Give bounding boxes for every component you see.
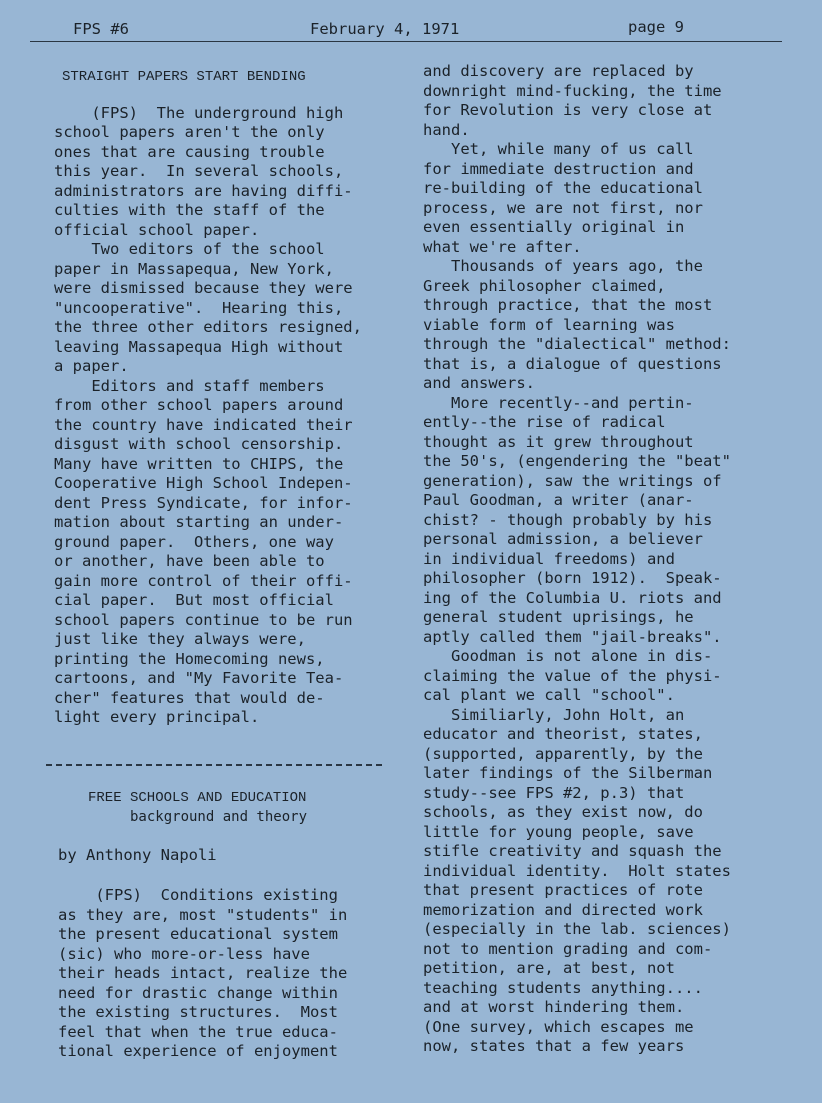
text-line: culties with the staff of the: [54, 201, 325, 219]
text-line: individual identity. Holt states: [423, 861, 731, 880]
text-line: thought as it grew throughout: [423, 432, 694, 451]
article-body: [58, 886, 394, 1062]
text-line: ones that are causing trouble: [54, 142, 325, 161]
text-line: later findings of the Silberman: [423, 764, 713, 782]
text-line: light every principal.: [54, 708, 260, 726]
text-line: cher" features that would de-: [54, 688, 325, 707]
text-line: in individual freedoms) and: [423, 549, 675, 568]
text-line: even essentially original in: [423, 218, 685, 236]
text-line: Thousands of years ago, the: [423, 257, 703, 275]
text-line: (supported, apparently, by the: [423, 744, 703, 763]
text-line: for immediate destruction and: [423, 159, 694, 178]
text-line: that present practices of rote: [423, 881, 703, 899]
text-line: (especially in the lab. sciences): [423, 920, 731, 938]
text-line: petition, are, at best, not: [423, 959, 675, 977]
text-line: (One survey, which escapes me: [423, 1017, 694, 1036]
text-line: claiming the value of the physi-: [423, 666, 722, 685]
text-line: Yet, while many of us call: [423, 140, 694, 158]
text-line: Greek philosopher claimed,: [423, 276, 666, 295]
article-body: [423, 62, 783, 1057]
text-line: mation about starting an under-: [54, 513, 344, 531]
text-line: from other school papers around: [54, 396, 344, 414]
text-line: ground paper. Others, one way: [54, 532, 334, 551]
left-column: [54, 62, 394, 1062]
text-line: re-building of the educational: [423, 179, 703, 197]
text-line: need for drastic change within: [58, 983, 338, 1002]
right-column: [423, 62, 783, 1057]
text-line: (FPS) Conditions existing: [58, 886, 338, 904]
text-line: (FPS) The underground high: [54, 103, 344, 122]
text-line: tional experience of enjoyment: [58, 1042, 338, 1060]
text-line: general student uprisings, he: [423, 608, 694, 626]
text-line: aptly called them "jail-breaks".: [423, 627, 722, 646]
text-line: were dismissed because they were: [54, 279, 353, 297]
date-label: February 4, 1971: [310, 20, 460, 38]
text-line: not to mention grading and com-: [423, 939, 713, 958]
text-line: stifle creativity and squash the: [423, 842, 722, 860]
text-line: Many have written to CHIPS, the: [54, 454, 344, 473]
text-line: schools, as they exist now, do: [423, 803, 703, 821]
article-title: FREE SCHOOLS AND EDUCATION: [88, 789, 307, 806]
text-line: now, states that a few years: [423, 1037, 685, 1055]
text-line: "uncooperative". Hearing this,: [54, 298, 344, 317]
text-line: generation), saw the writings of: [423, 471, 722, 490]
text-line: what we're after.: [423, 237, 582, 256]
byline: by Anthony Napoli: [58, 845, 217, 864]
text-line: process, we are not first, nor: [423, 198, 703, 217]
text-line: leaving Massapequa High without: [54, 337, 344, 356]
text-line: cartoons, and "My Favorite Tea-: [54, 669, 344, 687]
text-line: dent Press Syndicate, for infor-: [54, 493, 353, 512]
text-line: Similiarly, John Holt, an: [423, 705, 685, 724]
text-line: Goodman is not alone in dis-: [423, 647, 713, 665]
text-line: viable form of learning was: [423, 315, 675, 334]
text-line: Two editors of the school: [54, 240, 325, 258]
text-line: paper in Massapequa, New York,: [54, 259, 334, 278]
text-line: or another, have been able to: [54, 552, 325, 570]
text-line: (sic) who more-or-less have: [58, 944, 310, 963]
text-line: school papers aren't the only: [54, 123, 325, 141]
text-line: this year. In several schools,: [54, 162, 344, 180]
text-line: just like they always were,: [54, 630, 306, 648]
text-line: downright mind-fucking, the time: [423, 81, 722, 100]
text-line: a paper.: [54, 357, 129, 375]
text-line: cial paper. But most official: [54, 591, 334, 609]
text-line: through the "dialectical" method:: [423, 335, 731, 353]
text-line: the country have indicated their: [54, 415, 353, 434]
text-line: the present educational system: [58, 925, 338, 943]
text-line: study--see FPS #2, p.3) that: [423, 783, 685, 802]
text-line: feel that when the true educa-: [58, 1022, 338, 1041]
text-line: educator and theorist, states,: [423, 725, 703, 743]
text-line: the three other editors resigned,: [54, 318, 362, 336]
issue-label: FPS #6: [73, 20, 129, 38]
text-line: and at worst hindering them.: [423, 998, 685, 1016]
text-line: the existing structures. Most: [58, 1003, 338, 1021]
article-body: [54, 104, 394, 728]
text-line: for Revolution is very close at: [423, 101, 713, 119]
text-line: Editors and staff members: [54, 376, 325, 395]
page-number: page 9: [628, 18, 684, 36]
text-line: official school paper.: [54, 220, 260, 239]
header-rule: [30, 41, 782, 42]
text-line: printing the Homecoming news,: [54, 649, 325, 668]
text-line: gain more control of their offi-: [54, 571, 353, 590]
text-line: as they are, most "students" in: [58, 905, 348, 924]
text-line: teaching students anything....: [423, 978, 703, 997]
text-line: hand.: [423, 120, 470, 139]
dashed-divider: [46, 764, 382, 766]
text-line: little for young people, save: [423, 822, 694, 841]
text-line: Cooperative High School Indepen-: [54, 474, 353, 492]
text-line: the 50's, (engendering the "beat": [423, 452, 731, 470]
text-line: More recently--and pertin-: [423, 393, 694, 412]
text-line: ently--the rise of radical: [423, 413, 666, 431]
text-line: cal plant we call "school".: [423, 686, 675, 704]
text-line: disgust with school censorship.: [54, 435, 344, 453]
text-line: Paul Goodman, a writer (anar-: [423, 491, 694, 509]
text-line: through practice, that the most: [423, 296, 713, 314]
text-line: administrators are having diffi-: [54, 181, 353, 200]
text-line: that is, a dialogue of questions: [423, 354, 722, 373]
text-line: memorization and directed work: [423, 900, 703, 919]
article-title: STRAIGHT PAPERS START BENDING: [62, 69, 306, 85]
text-line: ing of the Columbia U. riots and: [423, 588, 722, 607]
text-line: their heads intact, realize the: [58, 964, 348, 982]
text-line: personal admission, a believer: [423, 530, 703, 548]
text-line: chist? - though probably by his: [423, 510, 713, 529]
text-line: and discovery are replaced by: [423, 62, 694, 80]
article-subtitle: background and theory: [130, 809, 308, 825]
text-line: school papers continue to be run: [54, 610, 353, 629]
text-line: philosopher (born 1912). Speak-: [423, 569, 722, 587]
text-line: and answers.: [423, 374, 535, 392]
